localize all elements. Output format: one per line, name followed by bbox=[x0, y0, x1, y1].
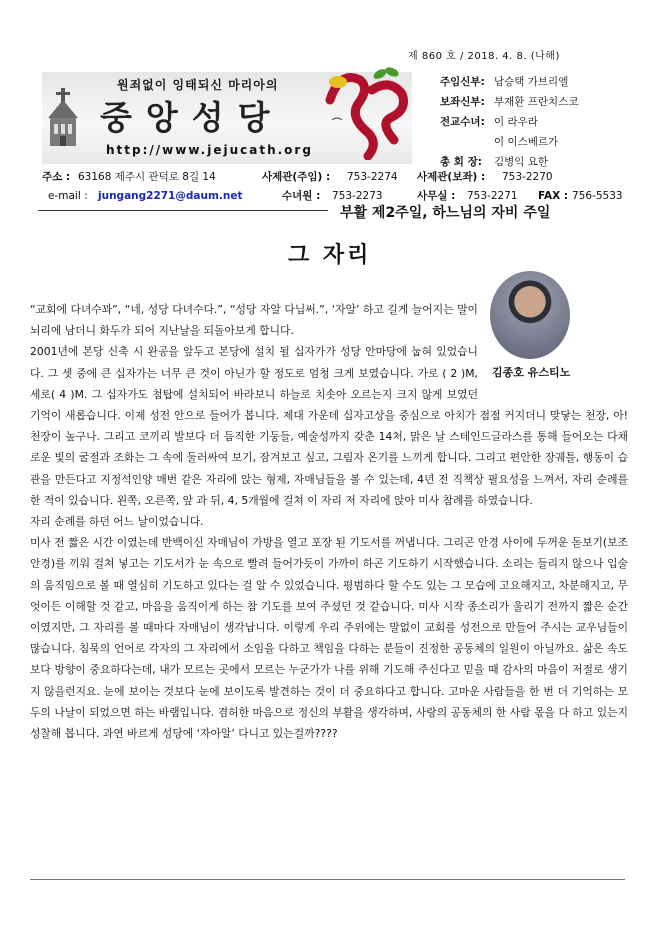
website-link[interactable]: http://www.jejucath.org bbox=[106, 143, 313, 157]
sunday-title: 부활 제2주일, 하느님의 자비 주일 bbox=[340, 205, 551, 221]
paragraph: 자리 순례를 하던 어느 날이었습니다. bbox=[30, 515, 204, 529]
tagline: 원죄없이 잉태되신 마리아의 bbox=[117, 78, 279, 92]
issue-line: 제 860 호 / 2018. 4. 8. (나해) bbox=[408, 51, 560, 62]
fax-number: 756-5533 bbox=[572, 190, 623, 202]
staff-row: 전교수녀: 이 라우라 bbox=[440, 116, 538, 128]
office-phone: 753-2271 bbox=[467, 190, 518, 202]
email-label: e-mail : bbox=[48, 190, 88, 202]
paragraph: “교회에 다녀수꽈”, “네, 성당 다녀수다.”, “성당 자알 다닙써.”, ‘자알’ 하고 길게 늘어지는 말이 뇌리에 남더니 화두가 되어 지난날을 되돌아보게 합니다. bbox=[30, 303, 478, 338]
author-name: 김종호 유스티노 bbox=[492, 366, 571, 379]
fax-label: FAX : bbox=[538, 190, 569, 202]
easter-logo bbox=[310, 60, 420, 160]
article-title: 그 자리 bbox=[288, 243, 372, 268]
church-icon bbox=[44, 88, 82, 146]
article-body bbox=[30, 299, 628, 744]
staff-row: 보좌신부: 부재환 프란치스코 bbox=[440, 96, 579, 108]
address-label: 주소 : bbox=[42, 171, 71, 183]
staff-list bbox=[440, 72, 578, 172]
paragraph: 미사 전 짧은 시간 이였는데 반백이신 자매님이 가방을 열고 포장 된 기도서를 꺼냅니다. 그리곤 안경 사이에 두꺼운 돋보기(보조안경)를 끼워 걸쳐 넣고는 기도서가 눈 속으로 빨려 들어가듯이 가까이 하곤 기도하기 시작했습니다. 소리는 들리지 않으나 입술의 움직임으로 볼 때 열심히 기도하고 있다는 걸 알 수 있었습니다. 평범하다 할 수도 있는 그 모습에 고요해지고, 차분해지고, 무엇이든 이해할 것 같고, 마음을 움직이게 하는 참 기도를 보여 주셨던 것 같습니다. 미사 시작 종소리가 울리기 전까지 짧은 순간 이였지만, 그 자리를 볼 때마다 자매님이 생각납니다. 이렇게 우리 주위에는 말없이 교회를 성전으로 만들어 주시는 교우님들이 많습니다. 침묵의 언어로 각자의 그 자리에서 소임을 다하고 책임을 다하는 분들이 진정한 공동체의 일원이 아닐까요. 삶은 속도보다 방향이 중요하다는데, 내가 모르는 곳에서 모르는 누군가가 나를 위해 기도해 주신다고 믿을 때 감사의 마음이 저절로 생기지 않을런지요. 눈에 보이는 것보다 눈에 보이도록 발견하는 것이 더 중요하다고 합니다. 고마운 사람들을 한 번 더 기억하는 모두의 나날이 되었으면 하는 바램입니다. 겸허한 마음으로 정신의 부활을 생각하며, 사랑의 공동체의 한 사람 몫을 다 하고 있는지 성찰해 봅니다. 과연 바르게 성당에 ‘자아알’ 다니고 있는걸까???? bbox=[30, 536, 628, 741]
address: 63168 제주시 관덕로 8길 14 bbox=[78, 171, 216, 183]
bottom-rule bbox=[30, 879, 625, 880]
staff-row: 주임신부: 남승택 가브리엘 bbox=[440, 76, 569, 88]
staff-row: 이 이스베르가 bbox=[494, 136, 559, 148]
paragraph: 2001년에 본당 신축 시 완공을 앞두고 본당에 설치 될 십자가가 성당 안마당에 눕혀 있었습니다. 그 셋 중에 큰 십자가는 너무 큰 것이 아닌가 할 정도로 엄청 크게 보였습니다. 가로 ( 2 )M, 세로( 4 )M. 그 십자가도 첨탑에 설치되어 바라보니 하늘로 치솟아 오르는지 크지 않게 보였던 기억이 새롭습니다. 이제 성전 안으로 들어가 봅니다. 제대 가운데 십자고상을 중심으로 아치가 점점 커지더니 맞닿는 천장, 아! 천장이 높구나. 그리고 코끼리 발보다 더 듬직한 기둥들, 예술성까지 갖춘 14처, 맑은 날 스테인드글라스를 통해 들어오는 다채로운 빛의 굴절과 조화는 그 속에 둘러싸여 보기, 잠겨보고 싶고, 그림자 온기를 느끼게 합니다. 그리고 편안한 장궤틀, 행동이 습관을 만든다고 지정석인양 매번 같은 자리에 앉는 형제, 자매님들을 볼 수 있는데, 4년 전 직책상 필요성을 느껴서, 자리 순례를 한 적이 있습니다. 왼쪽, 오른쪽, 앞 과 뒤, 4, 5개월에 걸쳐 이 자리 저 자리에 앉아 미사 참례를 하였습니다. bbox=[30, 345, 628, 507]
office-label: 사무실 : bbox=[417, 190, 456, 202]
rectory2-label: 사제관(보좌) : bbox=[417, 171, 486, 183]
rectory1-phone: 753-2274 bbox=[347, 171, 398, 183]
convent-label: 수녀원 : bbox=[282, 190, 321, 202]
rectory2-phone: 753-2270 bbox=[502, 171, 553, 183]
email-link[interactable]: jungang2271@daum.net bbox=[98, 190, 243, 202]
convent-phone: 753-2273 bbox=[332, 190, 383, 202]
rectory1-label: 사제관(주임) : bbox=[262, 171, 331, 183]
staff-row: 총 회 장: 김병익 요한 bbox=[440, 156, 549, 168]
church-name: 중앙성당 bbox=[100, 98, 284, 137]
divider bbox=[38, 210, 328, 211]
